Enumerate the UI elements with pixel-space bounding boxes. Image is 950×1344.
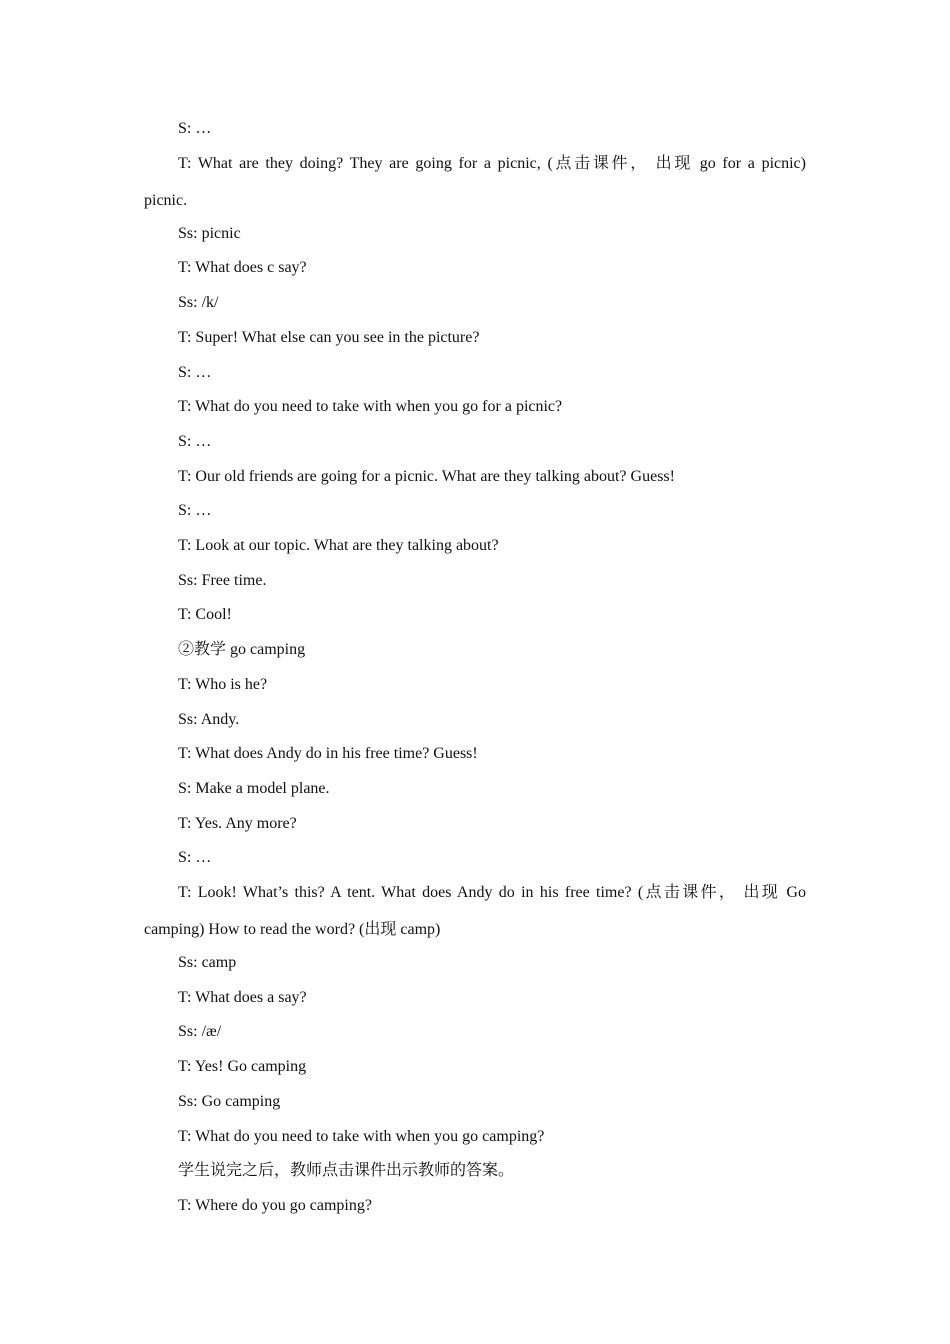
dialogue-line: T: Our old friends are going for a picnic. What are they talking about? Guess! xyxy=(178,467,675,485)
paragraph-continuation: picnic. xyxy=(144,191,188,209)
dialogue-line: S: … xyxy=(178,432,212,450)
dialogue-paragraph xyxy=(144,876,806,946)
dialogue-line: S: … xyxy=(178,120,212,137)
dialogue-line: S: … xyxy=(178,363,212,381)
dialogue-line: Ss: Andy. xyxy=(178,710,240,728)
dialogue-line: T: Look at our topic. What are they talking about? xyxy=(178,537,499,555)
dialogue-body xyxy=(144,112,806,1224)
dialogue-line: Ss: /k/ xyxy=(178,294,219,312)
dialogue-line: Ss: Go camping xyxy=(178,1092,281,1110)
dialogue-line: T: What does c say? xyxy=(178,259,307,277)
dialogue-line: T: What does Andy do in his free time? Guess! xyxy=(178,745,478,763)
dialogue-line: T: What do you need to take with when you go for a picnic? xyxy=(178,398,563,416)
dialogue-line: Ss: picnic xyxy=(178,224,241,242)
paragraph-first-line: T: What are they doing? They are going for a picnic, (点击课件， 出现 go for a picnic) xyxy=(178,154,806,172)
dialogue-line: T: Super! What else can you see in the picture? xyxy=(178,328,480,346)
dialogue-paragraph xyxy=(144,147,806,217)
instruction-note: 学生说完之后，教师点击课件出示教师的答案。 xyxy=(178,1162,515,1180)
dialogue-line: T: Who is he? xyxy=(178,675,268,693)
dialogue-line: T: Where do you go camping? xyxy=(178,1196,372,1214)
dialogue-line: T: Cool! xyxy=(178,606,232,624)
dialogue-line: Ss: camp xyxy=(178,954,237,972)
dialogue-line: S: … xyxy=(178,502,212,520)
dialogue-line: T: What does a say? xyxy=(178,988,307,1006)
paragraph-first-line: T: Look! What’s this? A tent. What does Andy do in his free time? (点击课件， 出现 Go xyxy=(178,884,806,902)
dialogue-line: S: … xyxy=(178,849,212,867)
dialogue-line: T: Yes. Any more? xyxy=(178,814,297,832)
dialogue-line: Ss: Free time. xyxy=(178,571,267,589)
section-heading: ②教学 go camping xyxy=(178,641,306,659)
paragraph-continuation: camping) How to read the word? (出现 camp) xyxy=(144,921,441,939)
dialogue-line: Ss: /æ/ xyxy=(178,1023,222,1041)
dialogue-line: T: What do you need to take with when you go camping? xyxy=(178,1127,545,1145)
dialogue-line: T: Yes! Go camping xyxy=(178,1058,307,1076)
dialogue-line: S: Make a model plane. xyxy=(178,779,330,797)
